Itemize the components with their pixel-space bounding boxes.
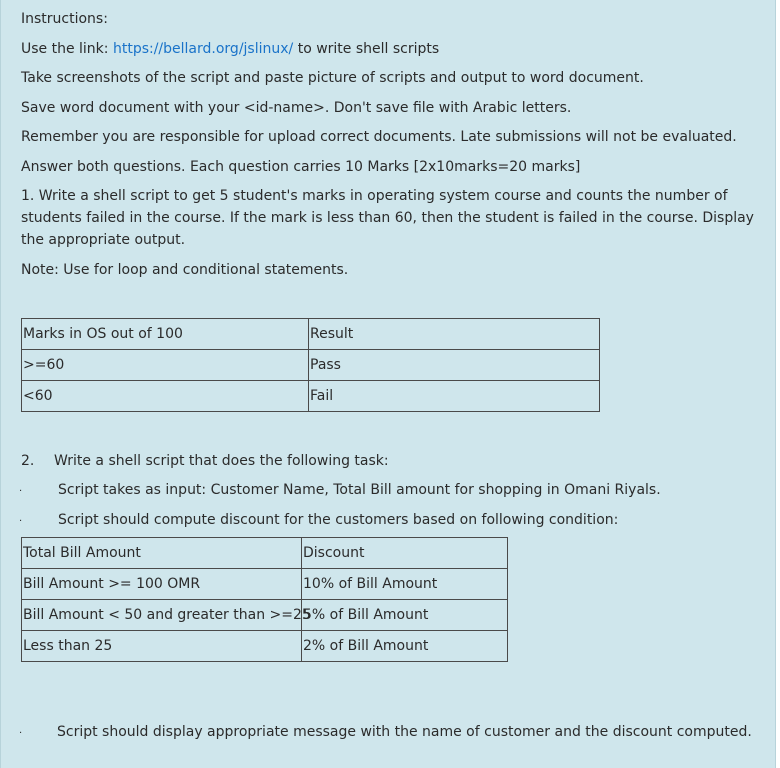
table-row [22,600,508,631]
bullet-marker: · [19,516,23,527]
question2-title: Write a shell script that does the following task: [54,453,389,469]
question2-number: 2. [21,453,35,469]
question1-note: Note: Use for loop and conditional statements. [21,262,349,278]
table-row [22,631,508,662]
table-cell: Bill Amount >= 100 OMR [22,569,302,600]
table-row [22,350,600,381]
table-cell: Bill Amount < 50 and greater than >=25 [22,600,302,631]
table-row [22,569,508,600]
instructions-heading: Instructions: [21,11,108,27]
link-prefix: Use the link: [21,41,113,57]
table-header-row [22,538,508,569]
question1-text: 1. Write a shell script to get 5 student's marks in operating system course and counts the number of students failed in the course. If the mark is less than 60, then the student is failed in the course. Display the appropriate output. [21,188,754,248]
instructions-link-line [21,40,439,58]
table-header-cell: Total Bill Amount [22,538,302,569]
question2-bullet3: Script should display appropriate message with the name of customer and the discount computed. [57,724,752,740]
table-cell: <60 [22,381,309,412]
table-cell: Fail [309,381,600,412]
question2-bullet1: Script takes as input: Customer Name, Total Bill amount for shopping in Omani Riyals. [58,482,661,498]
table-cell: Less than 25 [22,631,302,662]
jslinux-link[interactable]: https://bellard.org/jslinux/ [112,41,294,57]
table-header-row [22,319,600,350]
instruction-responsibility: Remember you are responsible for upload correct documents. Late submissions will not be evaluated. [21,129,737,145]
question2-bullet2: Script should compute discount for the customers based on following condition: [58,512,619,528]
table-cell: 10% of Bill Amount [302,569,508,600]
instruction-marks: Answer both questions. Each question carries 10 Marks [2x10marks=20 marks] [21,159,581,175]
table-row [22,381,600,412]
instruction-save-file: Save word document with your <id-name>. Don't save file with Arabic letters. [21,100,572,116]
table-cell: >=60 [22,350,309,381]
discount-table [21,537,508,662]
table-header-cell: Result [309,319,600,350]
table-header-cell: Marks in OS out of 100 [22,319,309,350]
instruction-screenshots: Take screenshots of the script and paste picture of scripts and output to word document. [21,70,644,86]
table-cell: 2% of Bill Amount [302,631,508,662]
table-header-cell: Discount [302,538,508,569]
bullet-marker: · [19,728,23,739]
bullet-marker: · [19,486,23,497]
table-cell: 5% of Bill Amount [302,600,508,631]
table-cell: Pass [309,350,600,381]
marks-table [21,318,600,412]
link-suffix: to write shell scripts [293,41,440,57]
